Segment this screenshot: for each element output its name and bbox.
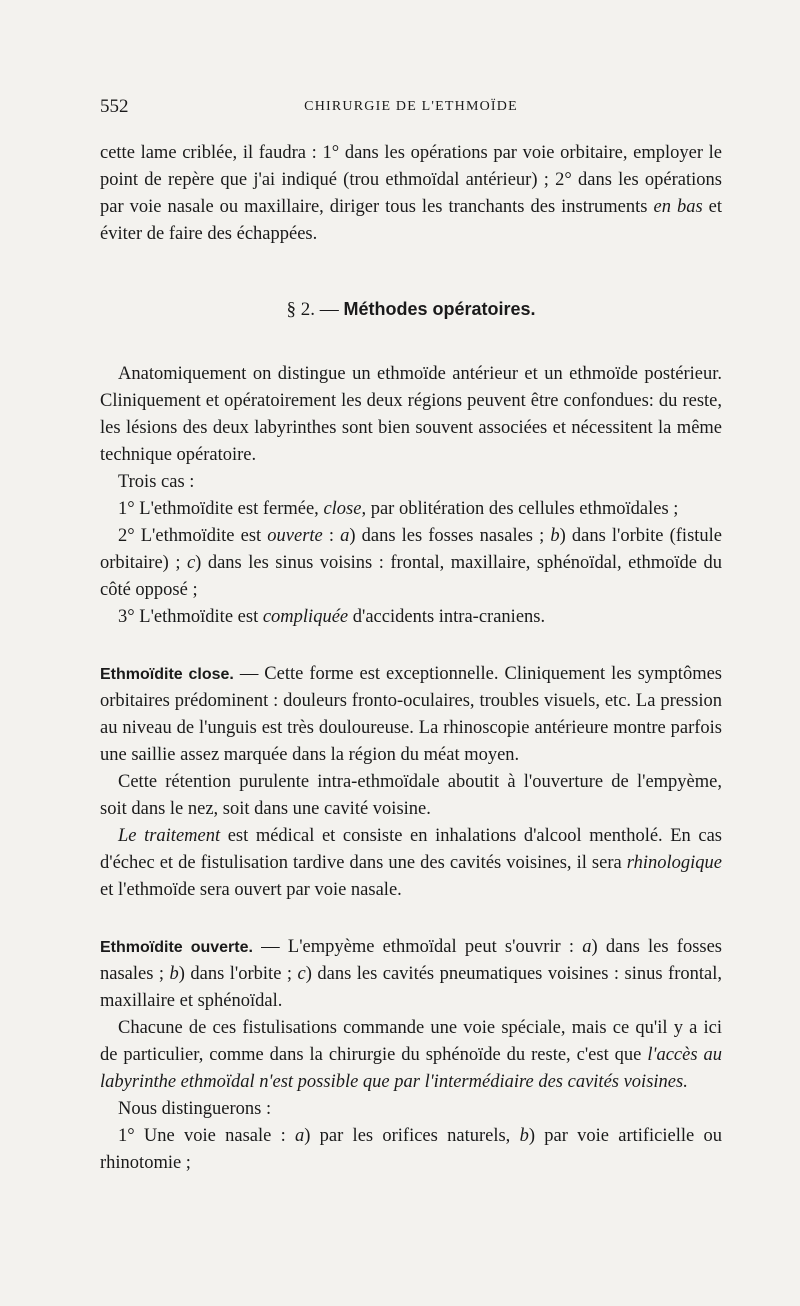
list-item: 2° L'ethmoïdite est ouverte : a) dans les fosses nasales ; b) dans l'orbite (fistule orbitaire) ; c) dans les sinus voisins : frontal, maxillaire, sphénoïdal, ethmoïde du côté opposé ; (100, 526, 723, 600)
paragraph: Ethmoïdite close. — Cette forme est exceptionnelle. Cliniquement les symptômes orbitaires prédominent : douleurs fronto-oculaires, troubles visuels, etc. La pression au niveau de l'unguis est très douloureuse. La rhinoscopie antérieure montre parfois une saillie assez marquée dans la région du méat moyen. (100, 664, 722, 765)
list-item: 1° Une voie nasale : a) par les orifices naturels, b) par voie artificielle ou rhinotomie ; (100, 1126, 723, 1173)
paragraph: Ethmoïdite ouverte. — L'empyème ethmoïdal peut s'ouvrir : a) dans les fosses nasales ; b) dans l'orbite ; c) dans les cavités pneumatiques voisines : sinus frontal, maxillaire et sphénoïdal. (100, 937, 722, 1011)
paragraph: Le traitement est médical et consiste en inhalations d'alcool mentholé. En cas d'échec et de fistulisation tardive dans une des cavités voisines, il sera rhinologique et l'ethmoïde sera ouvert par voie nasale. (100, 826, 723, 900)
paragraph: Nous distinguerons : (118, 1099, 272, 1119)
page-number: 552 (100, 96, 129, 117)
subheading: Ethmoïdite ouverte. (100, 939, 253, 956)
running-title: CHIRURGIE DE L'ETHMOÏDE (304, 99, 518, 114)
page-body (100, 140, 722, 1177)
section-heading: § 2. — Méthodes opératoires. (286, 299, 536, 320)
list-item: 1° L'ethmoïdite est fermée, close, par oblitération des cellules ethmoïdales ; (118, 499, 679, 519)
paragraph: Anatomiquement on distingue un ethmoïde antérieur et un ethmoïde postérieur. Cliniquement et opératoirement les deux régions peuvent être confondues: du reste, les lésions des deux labyrinthes sont bien souvent associées et nécessitent la même technique opératoire. (100, 364, 722, 465)
list-item: 3° L'ethmoïdite est compliquée d'accidents intra-craniens. (118, 607, 546, 627)
paragraph: Cette rétention purulente intra-ethmoïdale aboutit à l'ouverture de l'empyème, soit dans le nez, soit dans une cavité voisine. (100, 772, 722, 819)
paragraph: Trois cas : (118, 472, 195, 492)
page-header (100, 96, 722, 120)
paragraph: cette lame criblée, il faudra : 1° dans les opérations par voie orbitaire, employer le point de repère que j'ai indiqué (trou ethmoïdal antérieur) ; 2° dans les opérations par voie nasale ou maxillaire, diriger tous les tranchants des instruments en bas et éviter de faire des échappées. (100, 143, 722, 244)
paragraph: Chacune de ces fistulisations commande une voie spéciale, mais ce qu'il y a ici de particulier, comme dans la chirurgie du sphénoïde du reste, c'est que l'accès au labyrinthe ethmoïdal n'est possible que par l'intermédiaire des cavités voisines. (100, 1018, 722, 1092)
subheading: Ethmoïdite close. (100, 666, 234, 683)
